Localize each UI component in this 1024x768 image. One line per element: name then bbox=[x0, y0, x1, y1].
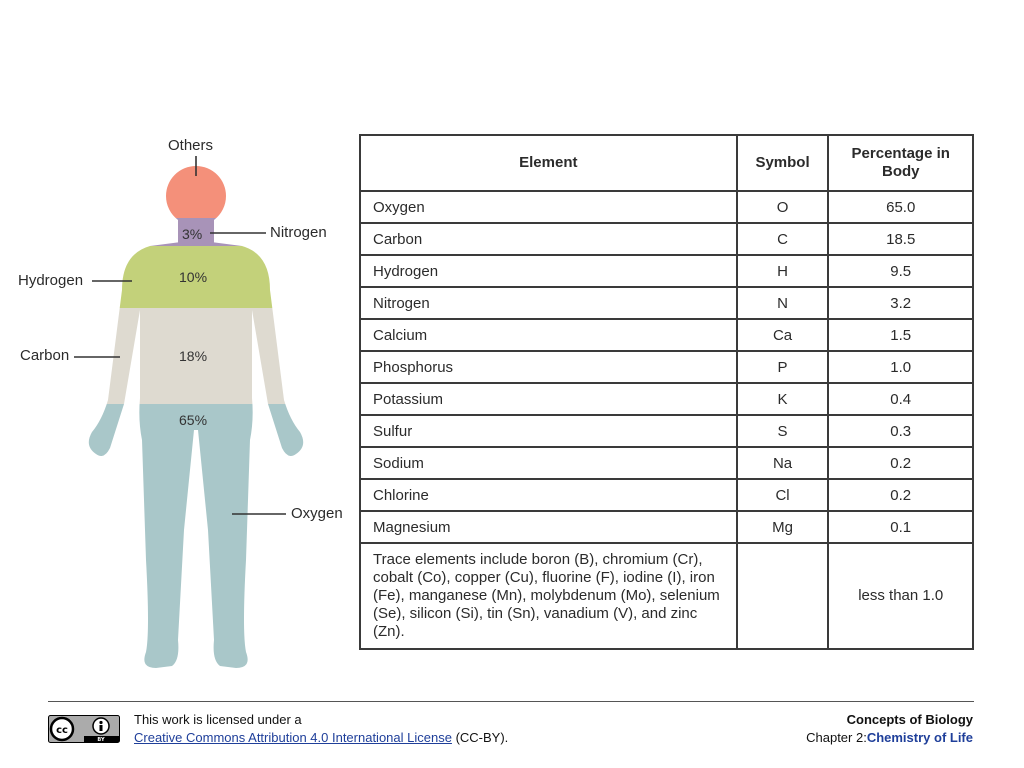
table-row bbox=[360, 383, 973, 415]
table-row bbox=[360, 223, 973, 255]
svg-text:cc: cc bbox=[56, 725, 68, 736]
element-name: Magnesium bbox=[360, 511, 737, 543]
element-symbol: N bbox=[737, 287, 829, 319]
element-percent: 0.2 bbox=[828, 479, 973, 511]
element-percent: 18.5 bbox=[828, 223, 973, 255]
element-symbol: S bbox=[737, 415, 829, 447]
label-hydrogen: Hydrogen bbox=[18, 272, 84, 289]
table-row bbox=[360, 191, 973, 223]
human-body-silhouette bbox=[0, 0, 360, 690]
element-percent: 65.0 bbox=[828, 191, 973, 223]
svg-text:BY: BY bbox=[97, 737, 105, 743]
table-row bbox=[360, 255, 973, 287]
trace-symbol bbox=[737, 543, 829, 649]
license-line bbox=[134, 729, 508, 747]
element-symbol: Cl bbox=[737, 479, 829, 511]
element-percent: 0.1 bbox=[828, 511, 973, 543]
band-oxygen bbox=[60, 404, 340, 684]
percent-carbon: 18% bbox=[179, 348, 208, 364]
chapter-prefix: Chapter 2: bbox=[806, 730, 867, 745]
label-nitrogen: Nitrogen bbox=[270, 224, 327, 241]
license-notice bbox=[134, 711, 508, 747]
footer-divider bbox=[48, 701, 974, 702]
book-title: Concepts of Biology bbox=[846, 712, 973, 727]
element-name: Calcium bbox=[360, 319, 737, 351]
table-row-trace bbox=[360, 543, 973, 649]
element-name: Potassium bbox=[360, 383, 737, 415]
element-percent: 1.5 bbox=[828, 319, 973, 351]
element-percent: 3.2 bbox=[828, 287, 973, 319]
element-percent: 0.2 bbox=[828, 447, 973, 479]
element-symbol: O bbox=[737, 191, 829, 223]
trace-elements-text: Trace elements include boron (B), chromium (Cr), cobalt (Co), copper (Cu), fluorine (F), iodine (I), iron (Fe), manganese (Mn), molybdenum (Mo), selenium (Se), silicon (Si), tin (Sn), vanadium (V), and zinc (Zn). bbox=[360, 543, 737, 649]
element-symbol: Mg bbox=[737, 511, 829, 543]
element-name: Sulfur bbox=[360, 415, 737, 447]
percent-nitrogen: 3% bbox=[182, 226, 203, 242]
table-row bbox=[360, 415, 973, 447]
element-percent: 9.5 bbox=[828, 255, 973, 287]
table-row bbox=[360, 479, 973, 511]
element-name: Carbon bbox=[360, 223, 737, 255]
element-percent: 1.0 bbox=[828, 351, 973, 383]
percent-oxygen: 65% bbox=[179, 412, 208, 428]
header-percentage: Percentage in Body bbox=[828, 135, 973, 191]
element-symbol: K bbox=[737, 383, 829, 415]
percent-hydrogen: 10% bbox=[179, 269, 208, 285]
element-percent: 0.4 bbox=[828, 383, 973, 415]
element-symbol: C bbox=[737, 223, 829, 255]
element-name: Oxygen bbox=[360, 191, 737, 223]
license-prefix: This work is licensed under a bbox=[134, 712, 302, 727]
element-name: Phosphorus bbox=[360, 351, 737, 383]
element-symbol: P bbox=[737, 351, 829, 383]
trace-percent: less than 1.0 bbox=[828, 543, 973, 649]
table-row bbox=[360, 287, 973, 319]
element-name: Chlorine bbox=[360, 479, 737, 511]
element-percent: 0.3 bbox=[828, 415, 973, 447]
header-symbol: Symbol bbox=[737, 135, 829, 191]
chapter-title: Chemistry of Life bbox=[866, 730, 973, 745]
cc-by-badge[interactable] bbox=[48, 715, 120, 743]
table-row bbox=[360, 351, 973, 383]
table-header-row bbox=[360, 135, 973, 191]
element-name: Sodium bbox=[360, 447, 737, 479]
label-carbon: Carbon bbox=[20, 347, 70, 364]
table-row bbox=[360, 511, 973, 543]
element-composition-table bbox=[359, 134, 974, 650]
table-row bbox=[360, 447, 973, 479]
element-symbol: Na bbox=[737, 447, 829, 479]
table-body bbox=[360, 191, 973, 649]
element-name: Hydrogen bbox=[360, 255, 737, 287]
band-others bbox=[60, 150, 340, 218]
label-oxygen: Oxygen bbox=[291, 505, 343, 522]
body-composition-figure bbox=[0, 0, 360, 690]
element-symbol: Ca bbox=[737, 319, 829, 351]
label-others: Others bbox=[168, 137, 214, 154]
element-symbol: H bbox=[737, 255, 829, 287]
header-element: Element bbox=[360, 135, 737, 191]
license-link[interactable]: Creative Commons Attribution 4.0 International License bbox=[134, 730, 452, 745]
chapter-line bbox=[806, 729, 973, 747]
table-row bbox=[360, 319, 973, 351]
book-credit bbox=[806, 711, 973, 747]
license-suffix: (CC-BY). bbox=[451, 730, 509, 745]
element-name: Nitrogen bbox=[360, 287, 737, 319]
